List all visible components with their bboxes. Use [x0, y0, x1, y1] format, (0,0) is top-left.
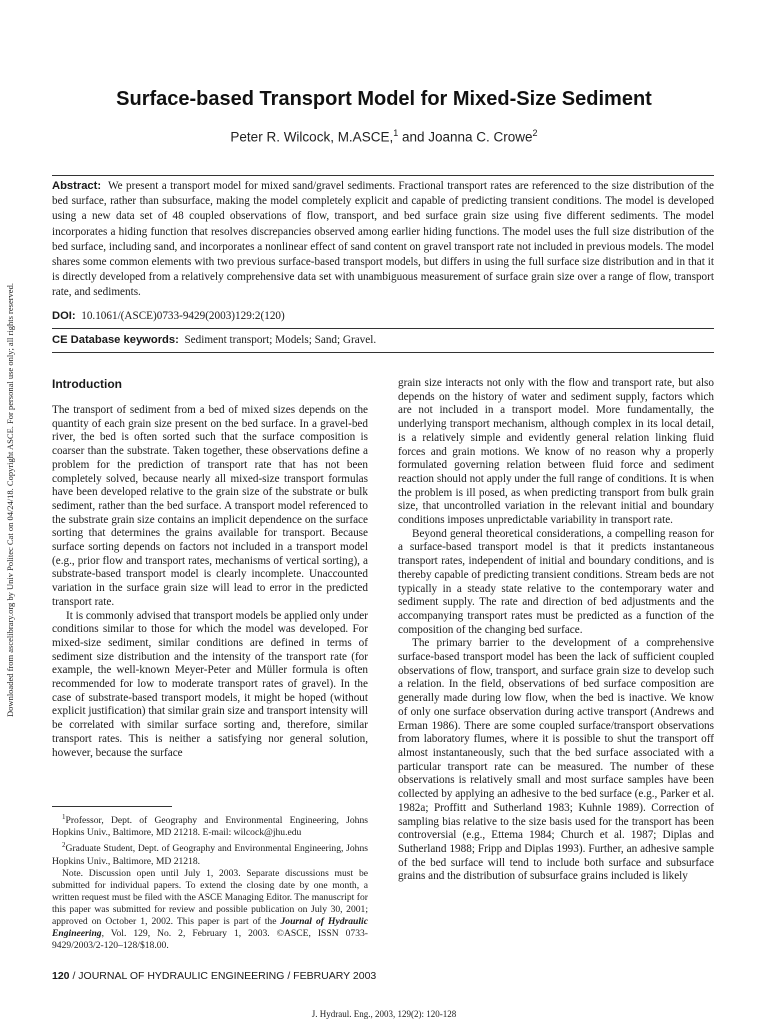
author-wilcock: Peter R. Wilcock, M.ASCE,	[230, 129, 394, 145]
body-paragraph: The transport of sediment from a bed of mixed sizes depends on the quantity of each grain size present on the bed surface. In a gravel-bed river, the bed is often sorted such that the surface composition is coarser than the substrate. Taken together, these observations define a problem for the prediction of transport rate that has not been completely solved, because nearly all mixed-size transport formulas have been developed relative to the grain size of the substrate or bulk sediment, rather than the bed surface. A transport model referenced to the substrate grain size contains an implicit dependence on the surface sorting that determines the grains available for transport. Because surface sorting depends on factors not included in a transport model (e.g., prior flow and transport rates, mechanisms of vertical sorting), a substrate-based transport model is clearly incomplete. Unaccounted variation in the surface grain size will lead to error in the predicted transport rate.	[52, 404, 368, 608]
page-number: 120	[52, 970, 70, 982]
body-paragraph: It is commonly advised that transport models be applied only under conditions similar to those for which the model was developed. For mixed-size sediment, similar conditions are defined in terms of sediment size distribution and the intensity of the transport rate (for example, the well-known Meyer-Peter and Müller formula is often recommended for low to moderate transport rates of gravel). In the case of substrate-based transport models, it might be hoped (without explicit justification) that similar grain size and transport intensity will be correlated with similar surface sorting and, therefore, similar transport rates. This is neither a satisfying nor general solution, however, because the surface	[52, 609, 369, 759]
footnote-text: Professor, Dept. of Geography and Environmental Engineering, Johns Hopkins Univ., Baltimore, MD 21218. E-mail: wilcock@jhu.edu	[52, 815, 368, 839]
footnote-text: Graduate Student, Dept. of Geography and Environmental Engineering, Johns Hopkins Univ., Baltimore, MD 21218.	[52, 843, 368, 867]
citation-line: J. Hydraul. Eng., 2003, 129(2): 120-128	[311, 1009, 457, 1019]
body-paragraph: Beyond general theoretical considerations, a compelling reason for a surface-based transport model is that it predicts instantaneous transport rates, independent of initial and boundary conditions, and is thereby capable of predicting transient conditions. Stream beds are not typically in a steady state relative to the contemporary water and sediment supply. The rate and direction of bed adjustments and the accompanying transport rates must be predicted as a function of the composition of the changing bed surface.	[398, 527, 714, 636]
author-crowe-footnote-mark: 2	[532, 128, 538, 138]
section-heading-introduction: Introduction	[52, 377, 122, 391]
right-column	[398, 377, 714, 884]
journal-footer: / JOURNAL OF HYDRAULIC ENGINEERING / FEBRUARY 2003	[69, 970, 377, 982]
doi-line	[52, 310, 714, 322]
download-notice-text: Downloaded from ascelibrary.org by Univ Politec Cat on 04/24/18. Copyright ASCE. For personal use only; all rights reserved.	[5, 283, 15, 717]
author-crowe: and Joanna C. Crowe	[398, 129, 533, 145]
abstract-text: We present a transport model for mixed sand/gravel sediments. Fractional transport rates are referenced to the size distribution of the bed surface, rather than subsurface, making the model completely explicit and capable of predicting transient conditions. The model is developed using a new data set of 48 coupled observations of flow, transport, and bed surface grain size using five different sediments. The model incorporates a hiding function that resolves discrepancies observed among earlier hiding functions. The model uses the full size distribution of the bed surface, including sand, and incorporates a nonlinear effect of sand content on gravel transport rate not included in previous models. The model shares some common elements with two previous surface-based transport models, but differs in using the full surface size distribution and in that it is directly developed from a relatively comprehensive data set with unambiguous measurement of surface grain size over a range of flow, transport rate, and sediments.	[52, 180, 715, 299]
abstract-label: Abstract:	[52, 180, 102, 192]
footnote-mark: 1	[62, 813, 66, 821]
keywords-label: CE Database keywords:	[52, 334, 179, 346]
abstract-top-rule	[52, 175, 714, 176]
footnote-rule	[52, 806, 172, 807]
keywords-line	[52, 334, 714, 346]
footnotes	[52, 811, 368, 952]
body-paragraph: The primary barrier to the development of a comprehensive surface-based transport model has been the lack of sufficient coupled observations of flow, transport, and surface grain size to develop such a relation. In the field, observations of bed surface composition are generally made during low flow, when the bed is inactive. We know of only one surface observation during active transport (Andrews and Erman 1986). There are some coupled surface/transport observations from laboratory flumes, where it is possible to shut the transport off almost instantaneously, such that the bed surface associated with a particular transport rate can be measured. The number of these observations is relatively small and most surface samples have been collected by applying an adhesive to the bed surface (e.g., Parker et al. 1982a; Proffitt and Sutherland 1983; Kuhnle 1989). Correction of sampling bias relative to the size basis used for the transport has been controversial (e.g., Ettema 1984; Church et al. 1987; Diplas and Sutherland 1988; Fripp and Diplas 1993). Further, an adhesive sample of the bed surface will tend to include both surface and subsurface grains and the distribution of subsurface grains included is likely	[398, 637, 714, 883]
note-text: Note. Discussion open until July 1, 2003. Separate discussions must be submitted for individual papers. To extend the closing date by one month, a written request must be filed with the ASCE Managing Editor. The manuscript for this paper was submitted for review and possible publication on July 30, 2001; approved on October 1, 2002. This paper is part of the	[52, 867, 368, 928]
doi-value[interactable]: 10.1061/(ASCE)0733-9429(2003)129:2(120)	[81, 310, 285, 322]
abstract	[52, 179, 714, 301]
keywords-value: Sediment transport; Models; Sand; Gravel.	[184, 334, 377, 346]
author-wilcock-footnote-mark: 1	[393, 128, 399, 138]
doi-rule	[52, 328, 714, 329]
footnote-author2	[52, 839, 368, 867]
footnote-mark: 2	[62, 841, 66, 850]
left-column	[52, 377, 368, 760]
author-line	[0, 128, 768, 145]
download-notice	[4, 240, 16, 760]
paper-title: Surface-based Transport Model for Mixed-Size Sediment	[116, 88, 652, 110]
page-footer	[52, 970, 376, 982]
keywords-rule	[52, 352, 714, 353]
journal-name: Journal of Hydraulic Engineering	[52, 916, 368, 940]
note-text: , Vol. 129, No. 2, February 1, 2003. ©ASCE, ISSN 0733-9429/2003/2-120–128/$18.00.	[52, 928, 368, 952]
footnote-author1	[52, 811, 368, 839]
doi-label: DOI:	[52, 310, 76, 322]
discussion-note	[52, 868, 368, 953]
body-paragraph: grain size interacts not only with the flow and transport rate, but also depends on the history of water and sediment supply, factors which are not included in a transport model. More fundamentally, the underlying transport mechanism, although complex in its local detail, is a relatively simple and evidently general relation linking fluid forces and grain motions. We know of no reason why a properly formulated governing relation between fluid force and sediment reaction should not apply under the full range of conditions. It is when the problem is ill posed, as when predicting transport from bulk grain size, that uncontrolled variation in the relevant initial and boundary conditions imposes unpredictable variability in transport rate.	[398, 377, 714, 527]
